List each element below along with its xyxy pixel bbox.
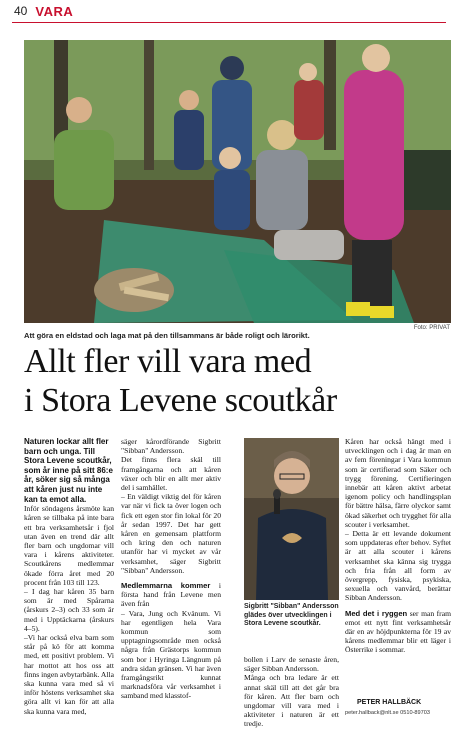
- portrait-photo: [244, 438, 339, 600]
- headline: [24, 342, 454, 420]
- column-4: [345, 437, 451, 655]
- column-4-subhead: Med det i ryggen: [345, 608, 408, 618]
- headline-line-2: i Stora Levene scoutkår: [24, 382, 337, 419]
- column-3-body: bollen i Larv de senaste åren, säger Sibban Andersson. Många och bra ledare är ett annat skäl till att det går bra för kåren. Att fler barn och ungdomar vill vara med i aktiviteter i naturen är ett tredje.: [244, 655, 339, 729]
- column-2-body-c: – Vara, Jung och Kvänum. Vi har egentligen hela Vara kommun som upptagningsområde men också några från Grästorps kommun som bor i Hyringa Längnum på andra sidan gränsen. Vi har även framgångsrikt kunnat marknadsföra vår verksamhet i samband med klasstof-: [121, 608, 221, 701]
- column-2-body-a: säger kårordförande Sigbritt "Sibban" Andersson. Det finns flera skäl till framgångarna och att kåren växer och blir en allt mer aktiv del i samhället. – En väldigt viktig del för kåren var när vi fick ta över logen och fick ett egen stor fin lokal för 20 år sedan 1997. Det har gett kåren en gemensam plattform och kring den och naturen utanför har vi mycket av vår verksamhet, säger Sigbritt "Sibban" Andersson.: [121, 437, 221, 575]
- column-1: [24, 437, 114, 716]
- page-number: 40: [14, 4, 28, 18]
- column-2-body-b: i första hand från Levene men även från: [121, 581, 221, 609]
- byline-email: peter.hallback@nlt.se 0510-89703: [345, 710, 430, 716]
- column-2-paragraph: [121, 581, 221, 609]
- header-rule: [12, 22, 446, 23]
- column-4-paragraph: [345, 609, 451, 655]
- newspaper-name: VARA: [35, 3, 74, 19]
- article-lead: Naturen lockar allt fler barn och unga. Till Stora Levene scoutkår, som år inne på sitt 86:e år, söker sig så många att kåren just nu inte kan ta emot alla.: [24, 437, 113, 504]
- photo-caption: Att göra en eldstad och laga mat på den tillsammans är både roligt och lärorikt.: [24, 331, 310, 340]
- byline: PETER HALLBÄCK: [357, 699, 422, 706]
- column-2: [121, 437, 221, 701]
- page-header: [14, 3, 73, 19]
- portrait-caption: Sigbritt "Sibban" Andersson glädes över utvecklingen i Stora Levene scoutkår.: [244, 603, 339, 628]
- column-2-subhead: Medlemmarna kommer: [121, 581, 211, 591]
- column-1-body: Inför söndagens årsmöte kan kåren se tillbaka på inte bara ett bra verksamhetsår i fjol utan även en trend där allt fler barn och ungdomar vill vara i kårens aktiviteter. Scoutkårens medlemmar ökade förra året med 20 procent från 103 till 123. – I dag har kåren 35 barn som är med Spårarna (årskurs 2–3) och 33 som är med i Upptäckarna (årskurs 4–5). –Vi har också elva barn som står på kö för att komma med, ett positivt problem. Vi har mottot att hos oss att finns ingen avbytarbänk. Alla ska kunna vara med så vi inför höstens verksamhet ska göra allt vi kan för att alla ska kunna vara med,: [24, 504, 114, 716]
- main-photo: [24, 40, 451, 323]
- column-4-body: Kåren har också hängt med i utvecklingen och i dag är man en av fem föreningar i Vara kommun som är certifierad som Säker och trygg förening. Certifieringen innebär att kåren aktivt arbetat igenom policy och handlingsplan för bättre hälsa, färre olyckor samt ökad säkerhet och trygghet för alla scouter i verksamhet. – Detta är ett levande dokument som uppdateras efter behov. Syftet är att alla scouter i kårens verksamhet ska känna sig trygga och fria från all form av övergrepp, fysiska, psykiska, sexuella och vanvård, berättar Sibban Andersson.: [345, 437, 451, 603]
- headline-line-1: Allt fler vill vara med: [24, 343, 312, 380]
- photo-credit: Foto: PRIVAT: [413, 325, 450, 331]
- column-4-body-b: ser man fram emot ett nytt fint verksamhetsår där en av höjdpunkterna för 19 av kårens medlemmar blir ett läger i Österrike i sommar.: [345, 608, 451, 655]
